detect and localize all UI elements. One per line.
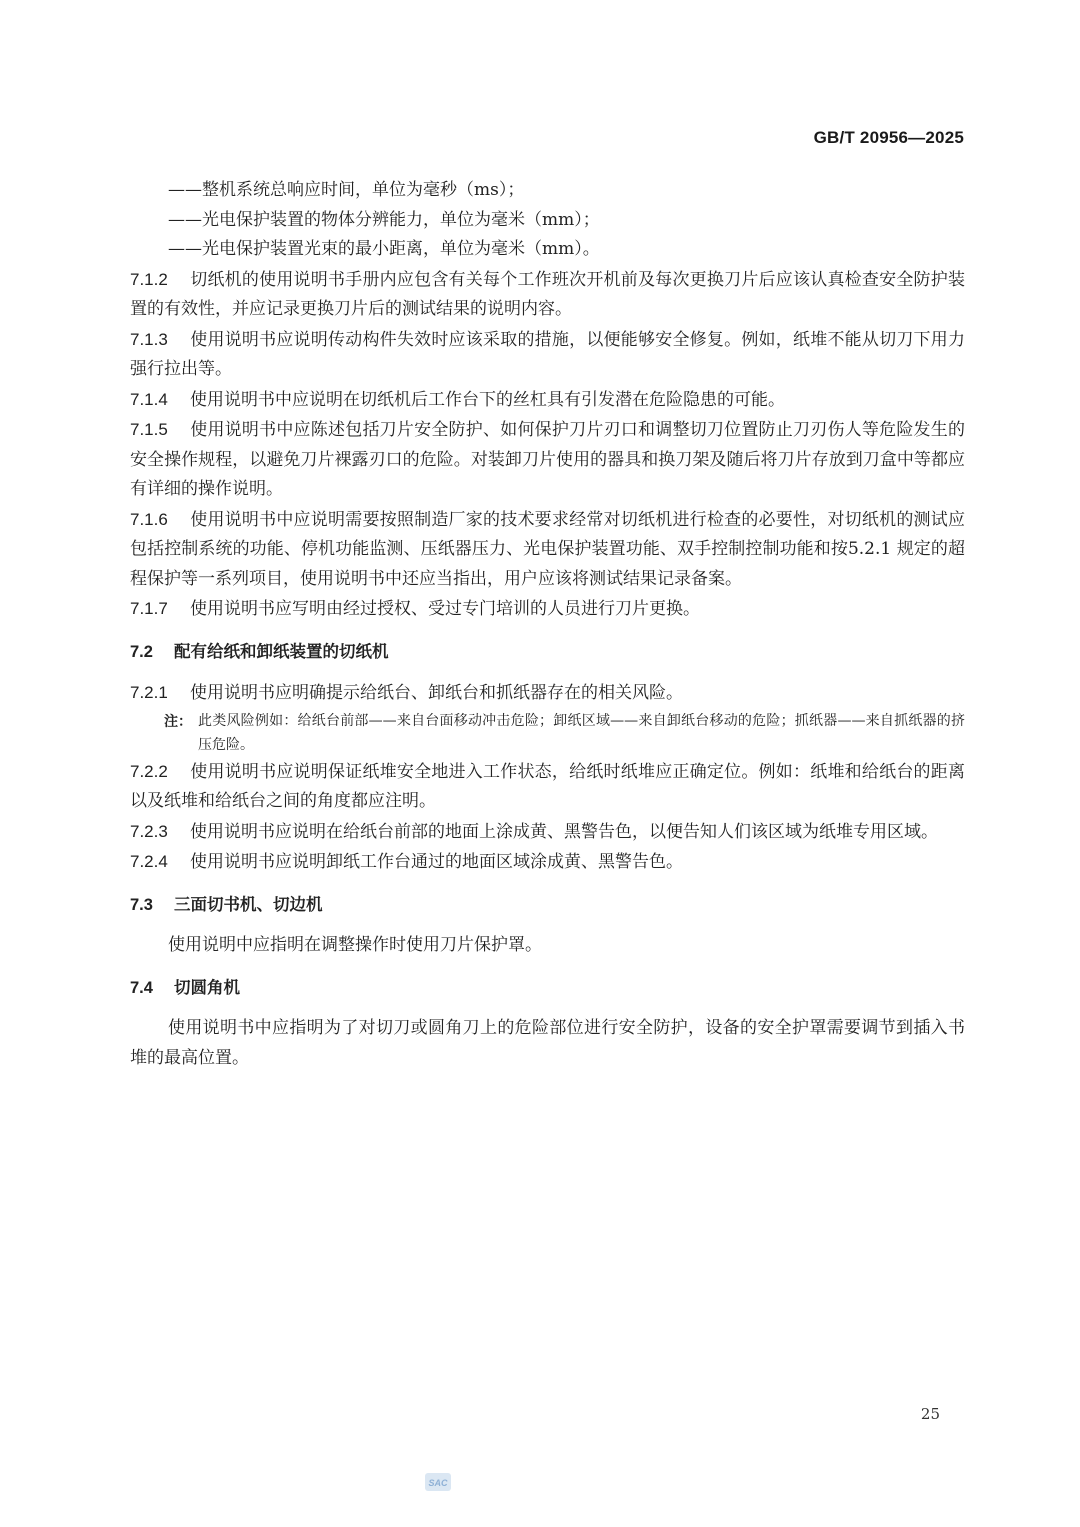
clause-7-1-2 (130, 265, 965, 325)
clause-number: 7.1.7 (130, 599, 168, 618)
clause-number: 7.1.6 (130, 509, 168, 529)
section-paragraph: 使用说明中应指明在调整操作时使用刀片保护罩。 (168, 935, 542, 955)
clause-text: 切纸机的使用说明书手册内应包含有关每个工作班次开机前及每次更换刀片后应该认真检查安全防护装置的有效性，并应记录更换刀片后的测试结果的说明内容。 (130, 269, 965, 319)
clause-7-2-1 (130, 678, 965, 709)
clause-number: 7.1.3 (130, 329, 168, 349)
clause-text: 使用说明书应说明保证纸堆安全地进入工作状态，给纸时纸堆应正确定位。例如：纸堆和给纸台的距离以及纸堆和给纸台之间的角度都应注明。 (130, 761, 965, 811)
clause-7-1-3 (130, 325, 965, 385)
section-number: 7.4 (130, 978, 153, 997)
clause-7-1-6 (130, 505, 965, 595)
dash-list-item: ——光电保护装置的物体分辨能力，单位为毫米（mm）； (168, 209, 600, 230)
clause-text: 使用说明书应明确提示给纸台、卸纸台和抓纸器存在的相关风险。 (190, 683, 683, 703)
clause-number: 7.1.5 (130, 420, 168, 439)
clause-text: 使用说明书中应陈述包括刀片安全防护、如何保护刀片刃口和调整切刀位置防止刀刃伤人等危险发生的安全操作规程，以避免刀片裸露刃口的危险。对装卸刀片使用的器具和换刀架及随后将刀片存放到刀盒中等都应有详细的操作说明。 (130, 420, 965, 499)
sac-watermark-logo (424, 1470, 452, 1494)
clause-text: 使用说明书应说明在给纸台前部的地面上涂成黄、黑警告色，以便告知人们该区域为纸堆专用区域。 (190, 821, 938, 842)
clause-7-2-2 (130, 757, 965, 817)
clause-text: 使用说明书应写明由经过授权、受过专门培训的人员进行刀片更换。 (190, 599, 700, 619)
section-title: 配有给纸和卸纸装置的切纸机 (174, 642, 389, 661)
clause-7-1-5 (130, 415, 965, 505)
page-content (130, 176, 965, 1073)
section-title: 三面切书机、切边机 (174, 895, 323, 914)
section-number: 7.2 (130, 642, 153, 661)
section-heading-7-4 (130, 974, 965, 1004)
clause-number: 7.2.3 (130, 821, 168, 841)
clause-text: 使用说明书应说明传动构件失效时应该采取的措施，以便能够安全修复。例如，纸堆不能从切刀下用力强行拉出等。 (130, 329, 965, 379)
clause-text: 使用说明书应说明卸纸工作台通过的地面区域涂成黄、黑警告色。 (190, 852, 683, 872)
note-label: 注： (164, 712, 192, 729)
page-number: 25 (920, 1405, 940, 1423)
clause-text: 使用说明书中应说明需要按照制造厂家的技术要求经常对切纸机进行检查的必要性，对切纸机的测试应包括控制系统的功能、停机功能监测、压纸器压力、光电保护装置功能、双手控制控制功能和按5.2.1 规定的超程保护等一系列项目，使用说明书中还应当指出，用户应该将测试结果记录备案。 (130, 509, 965, 589)
clause-number: 7.2.1 (130, 683, 168, 702)
standard-code: GB/T 20956—2025 (813, 128, 964, 147)
clause-7-1-4 (130, 385, 965, 416)
note-text: 此类风险例如：给纸台前部——来自台面移动冲击危险；卸纸区域——来自卸纸台移动的危险；抓纸器——来自抓纸器的挤压危险。 (198, 712, 965, 753)
watermark-text: SAC (428, 1478, 448, 1488)
note (130, 709, 965, 757)
section-title: 切圆角机 (174, 978, 240, 997)
clause-7-2-3 (130, 817, 965, 848)
clause-number: 7.1.4 (130, 389, 168, 409)
clause-text: 使用说明书中应说明在切纸机后工作台下的丝杠具有引发潜在危险隐患的可能。 (190, 389, 785, 410)
section-paragraph: 使用说明书中应指明为了对切刀或圆角刀上的危险部位进行安全防护，设备的安全护罩需要调节到插入书堆的最高位置。 (130, 1018, 965, 1068)
section-number: 7.3 (130, 895, 153, 914)
dash-list-item: ——光电保护装置光束的最小距离，单位为毫米（mm）。 (168, 239, 600, 259)
clause-number: 7.2.4 (130, 852, 168, 871)
clause-7-2-4 (130, 847, 965, 878)
dash-list-item: ——整机系统总响应时间，单位为毫秒（ms）； (168, 180, 525, 200)
clause-7-1-7 (130, 594, 965, 625)
section-heading-7-2 (130, 638, 965, 668)
clause-number: 7.1.2 (130, 269, 168, 289)
section-heading-7-3 (130, 891, 965, 921)
clause-number: 7.2.2 (130, 761, 168, 781)
